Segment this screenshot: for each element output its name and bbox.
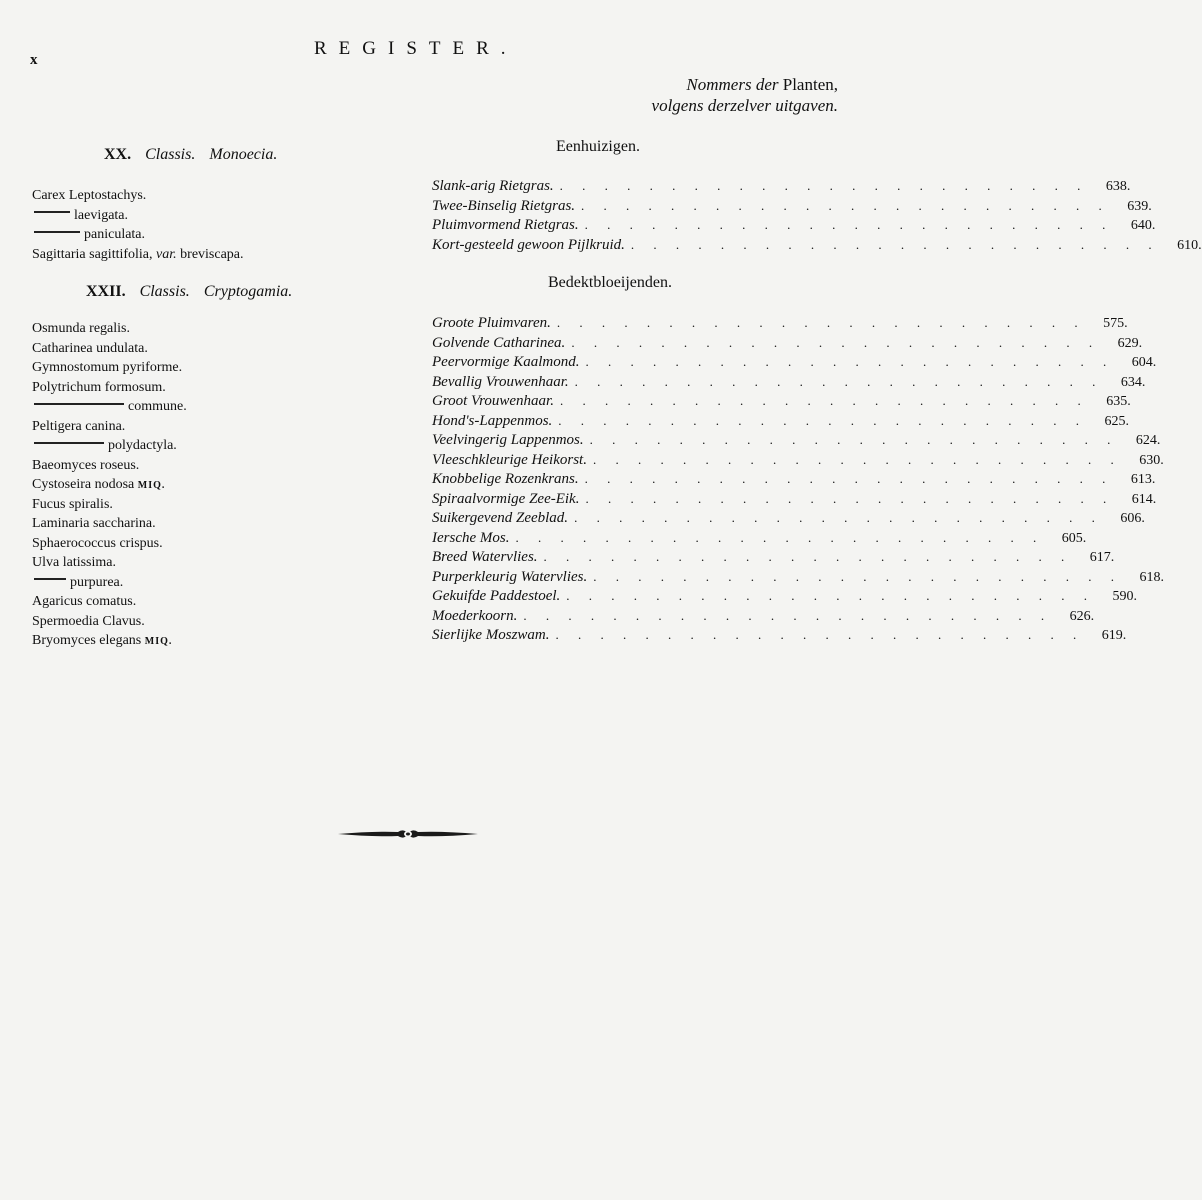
class-xxii-dutch-title: Bedektbloeijenden. bbox=[548, 274, 672, 291]
latin-name: Catharinea undulata. bbox=[32, 340, 148, 356]
dot-leader: . . . . . . . . . . . . . . . . . . . . . . . . bbox=[593, 568, 1123, 584]
class-xx-name: Monoecia. bbox=[209, 146, 278, 163]
latin-name: paniculata. bbox=[84, 227, 146, 242]
plate-number: 640. bbox=[1130, 218, 1156, 233]
dot-leader: . . . . . . . . . . . . . . . . . . . . . . . . bbox=[515, 529, 1045, 545]
latin-entry bbox=[32, 225, 244, 245]
dutch-entry bbox=[432, 176, 1131, 196]
dutch-entry bbox=[432, 606, 1095, 626]
dot-leader: . . . . . . . . . . . . . . . . . . . . . . . . bbox=[555, 627, 1085, 642]
latin-entry bbox=[32, 206, 244, 226]
latin-name: Sagittaria sagittifolia, bbox=[32, 246, 153, 262]
dutch-entry bbox=[432, 391, 1131, 411]
dutch-name: Moederkoorn. bbox=[432, 607, 518, 624]
page-number: x bbox=[30, 52, 38, 68]
dot-leader: . . . . . . . . . . . . . . . . . . . . . . . . bbox=[585, 490, 1115, 506]
latin-entry bbox=[32, 378, 187, 398]
dutch-name: Knobbelige Rozenkrans. bbox=[432, 471, 579, 487]
dutch-name: Purperkleurig Watervlies. bbox=[432, 568, 588, 585]
dutch-entry bbox=[432, 313, 1128, 333]
plate-number: 614. bbox=[1131, 491, 1157, 507]
dot-leader: . . . . . . . . . . . . . . . . . . . . . . . . bbox=[584, 217, 1114, 232]
latin-entry bbox=[32, 612, 187, 632]
latin-entry bbox=[32, 456, 187, 476]
dot-leader: . . . . . . . . . . . . . . . . . . . . . . . . bbox=[559, 178, 1089, 193]
latin-entry bbox=[32, 573, 187, 593]
latin-entry bbox=[32, 495, 187, 515]
dot-leader: . . . . . . . . . . . . . . . . . . . . . . . . bbox=[574, 373, 1104, 389]
latin-name: Baeomyces roseus. bbox=[32, 457, 140, 473]
dot-leader: . . . . . . . . . . . . . . . . . . . . . . . . bbox=[585, 354, 1115, 369]
dot-leader: . . . . . . . . . . . . . . . . . . . . . . . . bbox=[523, 607, 1053, 623]
latin-name: Peltigera canina. bbox=[32, 418, 126, 434]
dutch-entry bbox=[432, 586, 1138, 606]
dutch-name: Breed Watervlies. bbox=[432, 549, 538, 565]
latin-name: Spermoedia Clavus. bbox=[32, 613, 145, 629]
latin-name: Polytrichum formosum. bbox=[32, 379, 166, 395]
plate-number: 605. bbox=[1061, 530, 1087, 546]
dutch-name: Veelvingerig Lappenmos. bbox=[432, 432, 584, 448]
dutch-entry bbox=[432, 547, 1115, 567]
class-xx-dutch-title: Eenhuizigen. bbox=[556, 138, 640, 155]
variety-name: breviscapa. bbox=[180, 246, 244, 262]
class-xxii-heading bbox=[86, 283, 292, 301]
plate-number: 618. bbox=[1139, 569, 1165, 585]
dutch-name: Peervormige Kaalmond. bbox=[432, 354, 580, 370]
latin-name: Ulva latissima. bbox=[32, 555, 116, 570]
dutch-entry bbox=[432, 411, 1130, 431]
dot-leader: . . . . . . . . . . . . . . . . . . . . . . . . bbox=[571, 334, 1101, 350]
latin-name: Fucus spiralis. bbox=[32, 496, 113, 512]
class-xx-latin-list bbox=[32, 186, 244, 264]
plate-number: 617. bbox=[1089, 550, 1115, 565]
author-abbrev: MIQ. bbox=[134, 480, 166, 491]
plate-number: 610. bbox=[1177, 237, 1202, 253]
dutch-entry bbox=[432, 215, 1156, 235]
column-header-upright: Planten, bbox=[782, 75, 838, 94]
plate-number: 639. bbox=[1127, 198, 1152, 214]
dutch-entry bbox=[432, 508, 1145, 528]
latin-name: Sphaerococcus crispus. bbox=[32, 535, 163, 551]
dot-leader: . . . . . . . . . . . . . . . . . . . . . . . . bbox=[543, 549, 1073, 564]
ditto-dash bbox=[34, 442, 104, 444]
dutch-entry bbox=[432, 333, 1143, 353]
plate-number: 630. bbox=[1139, 452, 1164, 468]
ditto-dash bbox=[34, 231, 80, 233]
dutch-entry bbox=[432, 450, 1164, 470]
dot-leader: . . . . . . . . . . . . . . . . . . . . . . . . bbox=[574, 510, 1103, 525]
dutch-name: Bevallig Vrouwenhaar. bbox=[432, 373, 569, 390]
class-xxii-number: XXII. bbox=[86, 283, 126, 300]
dutch-entry bbox=[432, 352, 1157, 372]
latin-entry bbox=[32, 514, 187, 534]
dot-leader: . . . . . . . . . . . . . . . . . . . . . . . . bbox=[556, 315, 1086, 330]
dutch-name: Golvende Catharinea. bbox=[432, 334, 566, 351]
tailpiece-ornament bbox=[338, 826, 478, 847]
dutch-entry bbox=[432, 235, 1202, 255]
variety-abbrev: var. bbox=[152, 246, 181, 262]
dutch-name: Gekuifde Paddestoel. bbox=[432, 588, 561, 604]
dutch-name: Kort-gesteeld gewoon Pijlkruid. bbox=[432, 236, 625, 253]
dutch-entry bbox=[432, 430, 1161, 450]
class-xxii-classis: Classis. bbox=[139, 283, 190, 300]
dutch-name: Twee-Binselig Rietgras. bbox=[432, 197, 576, 214]
class-xxii-dutch-list bbox=[432, 313, 1165, 645]
dot-leader: . . . . . . . . . . . . . . . . . . . . . . . . bbox=[566, 588, 1096, 603]
plate-number: 606. bbox=[1120, 511, 1145, 526]
latin-entry bbox=[32, 339, 187, 359]
latin-entry bbox=[32, 534, 187, 554]
plate-number: 634. bbox=[1120, 374, 1146, 390]
dutch-entry bbox=[432, 625, 1127, 645]
dutch-entry bbox=[432, 567, 1165, 587]
latin-name: commune. bbox=[128, 399, 187, 414]
latin-name: Cystoseira nodosa bbox=[32, 477, 135, 492]
latin-entry bbox=[32, 436, 187, 456]
plate-number: 635. bbox=[1106, 394, 1131, 409]
column-header-line1 bbox=[652, 74, 838, 95]
latin-entry bbox=[32, 397, 187, 417]
plate-number: 626. bbox=[1069, 608, 1095, 624]
class-xx-dutch-list bbox=[432, 176, 1202, 254]
dot-leader: . . . . . . . . . . . . . . . . . . . . . . . . bbox=[589, 432, 1119, 447]
ditto-dash bbox=[34, 403, 124, 405]
dot-leader: . . . . . . . . . . . . . . . . . . . . . . . . bbox=[592, 451, 1122, 467]
plate-number: 575. bbox=[1103, 316, 1128, 331]
plate-number: 604. bbox=[1131, 355, 1157, 370]
latin-name: Agaricus comatus. bbox=[32, 594, 137, 609]
class-xx-classis: Classis. bbox=[145, 146, 196, 163]
latin-name: Laminaria saccharina. bbox=[32, 516, 156, 531]
plate-number: 638. bbox=[1105, 179, 1131, 194]
dutch-name: Groot Vrouwenhaar. bbox=[432, 393, 554, 409]
dutch-name: Vleeschkleurige Heikorst. bbox=[432, 451, 587, 468]
author-abbrev: MIQ. bbox=[141, 636, 173, 647]
latin-name: Carex Leptostachys. bbox=[32, 188, 147, 203]
dutch-entry bbox=[432, 196, 1152, 216]
ditto-dash bbox=[34, 211, 70, 213]
dutch-name: Hond's-Lappenmos. bbox=[432, 412, 553, 429]
plate-number: 629. bbox=[1117, 335, 1143, 351]
class-xxii-name: Cryptogamia. bbox=[203, 283, 293, 300]
latin-name: purpurea. bbox=[70, 574, 124, 590]
ditto-dash bbox=[34, 578, 66, 580]
dot-leader: . . . . . . . . . . . . . . . . . . . . . . . . bbox=[581, 197, 1110, 213]
latin-entry bbox=[32, 592, 187, 612]
latin-name: Osmunda regalis. bbox=[32, 321, 130, 336]
dutch-name: Slank-arig Rietgras. bbox=[432, 178, 554, 194]
dot-leader: . . . . . . . . . . . . . . . . . . . . . . . . bbox=[584, 471, 1114, 486]
latin-entry bbox=[32, 358, 187, 378]
running-title: REGISTER. bbox=[314, 38, 518, 59]
latin-name: laevigata. bbox=[74, 207, 129, 223]
dutch-entry bbox=[432, 372, 1146, 392]
latin-entry bbox=[32, 319, 187, 339]
dutch-name: Suikergevend Zeeblad. bbox=[432, 510, 569, 526]
plate-number: 619. bbox=[1101, 628, 1127, 643]
class-xx-number: XX. bbox=[104, 146, 132, 163]
plate-number: 613. bbox=[1130, 472, 1156, 487]
plate-number: 590. bbox=[1112, 589, 1138, 604]
plate-number: 625. bbox=[1104, 413, 1130, 429]
latin-name: polydactyla. bbox=[108, 438, 177, 453]
dutch-name: Sierlijke Moszwam. bbox=[432, 627, 550, 643]
latin-entry bbox=[32, 417, 187, 437]
column-header-line2: volgens derzelver uitgaven. bbox=[651, 96, 838, 115]
latin-name: Bryomyces elegans bbox=[32, 633, 142, 648]
dutch-name: Pluimvormend Rietgras. bbox=[432, 217, 579, 233]
dutch-name: Groote Pluimvaren. bbox=[432, 315, 551, 331]
latin-entry bbox=[32, 245, 244, 265]
latin-name: Gymnostomum pyriforme. bbox=[32, 360, 183, 375]
latin-entry bbox=[32, 475, 187, 495]
dot-leader: . . . . . . . . . . . . . . . . . . . . . . . . bbox=[559, 393, 1089, 408]
dot-leader: . . . . . . . . . . . . . . . . . . . . . . . . bbox=[630, 236, 1160, 252]
dutch-name: Spiraalvormige Zee-Eik. bbox=[432, 490, 580, 507]
latin-entry bbox=[32, 186, 244, 206]
class-xxii-latin-list bbox=[32, 319, 187, 651]
latin-entry bbox=[32, 553, 187, 573]
plate-number: 624. bbox=[1135, 433, 1161, 448]
dutch-entry bbox=[432, 528, 1087, 548]
class-xx-heading bbox=[104, 146, 277, 164]
dutch-entry bbox=[432, 489, 1157, 509]
dutch-name: Iersche Mos. bbox=[432, 529, 510, 546]
column-header-italic: Nommers der bbox=[686, 75, 779, 94]
dutch-entry bbox=[432, 469, 1156, 489]
dot-leader: . . . . . . . . . . . . . . . . . . . . . . . . bbox=[558, 412, 1088, 428]
column-header bbox=[652, 74, 838, 116]
latin-entry bbox=[32, 631, 187, 651]
